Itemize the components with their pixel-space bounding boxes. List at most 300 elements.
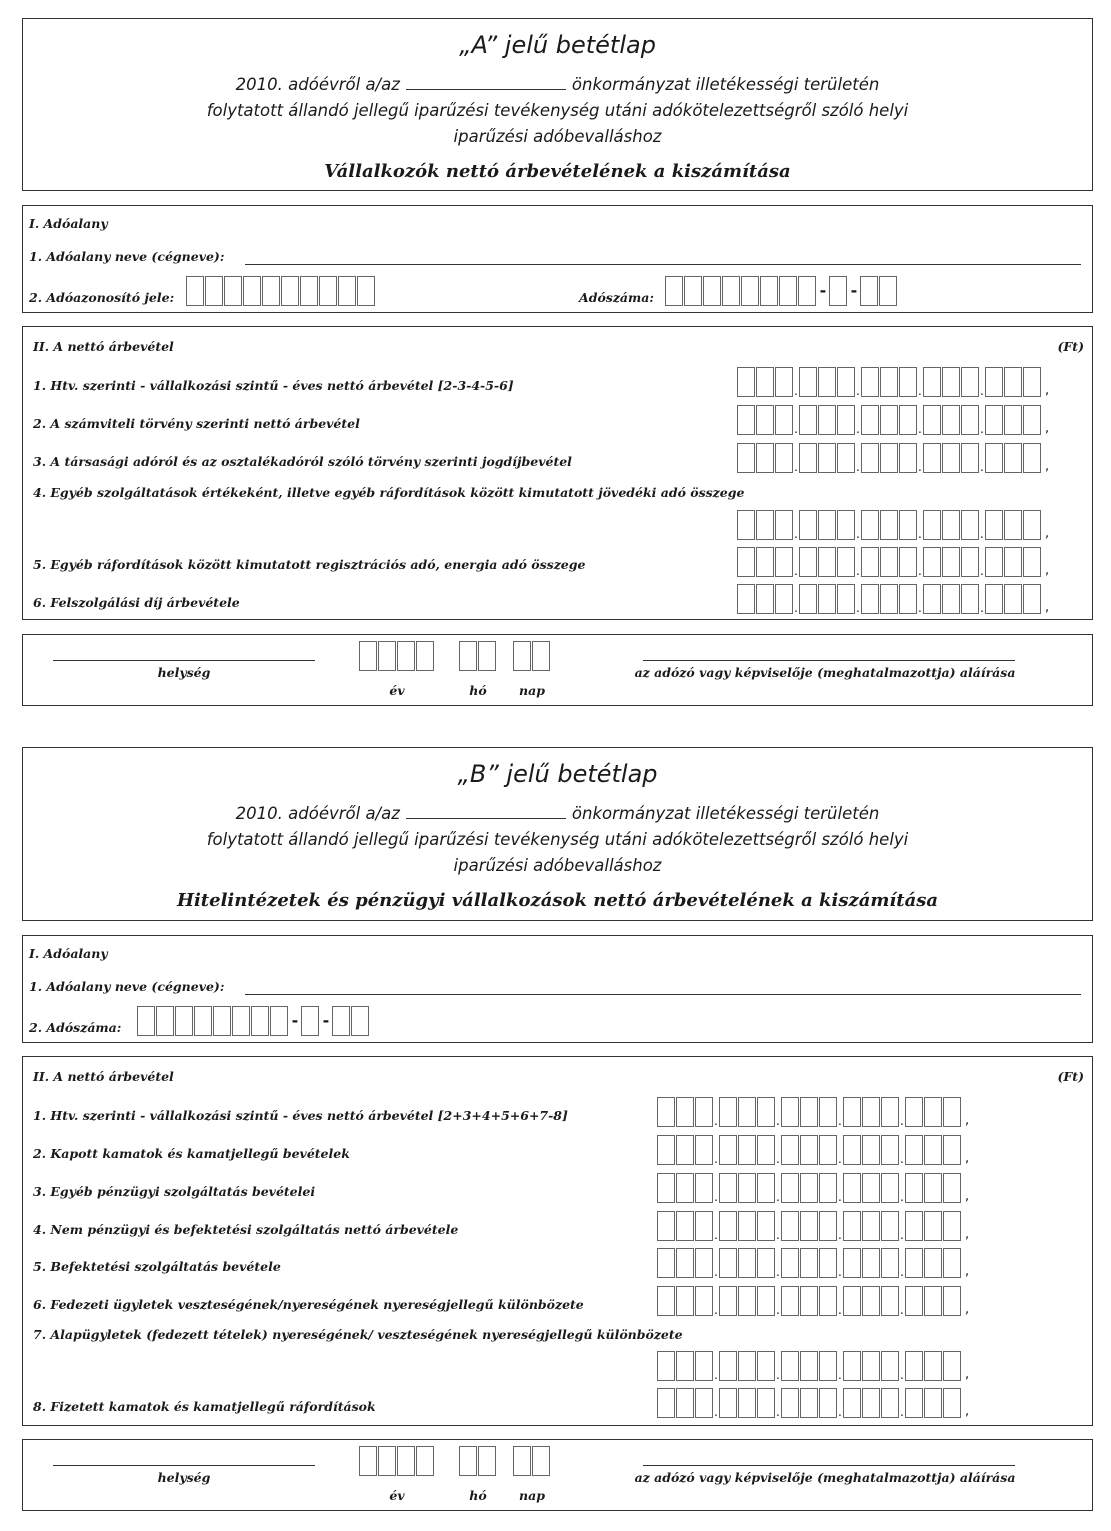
digit-cell[interactable] [924, 1211, 942, 1241]
digit-cell[interactable] [719, 1388, 737, 1418]
digit-cell[interactable] [843, 1248, 861, 1278]
municipality-field[interactable] [406, 804, 566, 819]
revenue-row-label: 2. A számviteli törvény szerinti nettó árbevétel [33, 416, 360, 431]
digit-cell[interactable] [737, 584, 755, 614]
digit-cell[interactable] [799, 405, 817, 435]
revenue-row-amount[interactable] [737, 367, 1052, 397]
digit-cell[interactable] [738, 1248, 756, 1278]
digit-cell[interactable] [923, 510, 941, 540]
digit-cell[interactable] [775, 367, 793, 397]
day-cells[interactable] [513, 641, 551, 671]
digit-cell[interactable] [781, 1211, 799, 1241]
signature-field[interactable] [643, 1465, 1015, 1466]
thousands-separator [838, 1097, 843, 1127]
digit-cell[interactable] [985, 584, 1003, 614]
thousands-separator [714, 1173, 719, 1203]
digit-cell[interactable] [676, 1286, 694, 1316]
thousands-separator [900, 1388, 905, 1418]
place-field[interactable] [53, 660, 315, 661]
digit-cell[interactable] [905, 1173, 923, 1203]
digit-cell[interactable] [657, 1388, 675, 1418]
digit-cell[interactable] [676, 1351, 694, 1381]
digit-cell[interactable] [881, 1211, 899, 1241]
digit-cell[interactable] [923, 547, 941, 577]
form-a-line1-pre: 2010. adóévről a/az [235, 75, 400, 94]
digit-cell[interactable] [799, 547, 817, 577]
revenue-row-label: 3. A társasági adóról és az osztalékadóról szóló törvény szerinti jogdíjbevétel [33, 454, 572, 469]
month-cells[interactable] [459, 1446, 497, 1476]
digit-cell[interactable] [880, 443, 898, 473]
digit-cell[interactable] [676, 1135, 694, 1165]
year-label: év [389, 1488, 405, 1503]
digit-cell[interactable] [738, 1135, 756, 1165]
digit-cell[interactable] [924, 1173, 942, 1203]
digit-cell[interactable] [961, 547, 979, 577]
digit-cell[interactable] [819, 1135, 837, 1165]
thousands-separator [838, 1248, 843, 1278]
digit-cell[interactable] [719, 1173, 737, 1203]
thousands-separator [776, 1248, 781, 1278]
form-a-line3: iparűzési adóbevalláshoz [453, 127, 662, 146]
digit-cell[interactable] [757, 1286, 775, 1316]
digit-cell[interactable] [899, 405, 917, 435]
digit-cell[interactable] [756, 584, 774, 614]
digit-cell[interactable] [837, 510, 855, 540]
thousands-separator [776, 1173, 781, 1203]
digit-cell[interactable] [880, 584, 898, 614]
digit-cell[interactable] [862, 1211, 880, 1241]
digit-cell[interactable] [757, 1248, 775, 1278]
decimal-separator [962, 1351, 972, 1381]
revenue-row-label: 5. Befektetési szolgáltatás bevétele [33, 1259, 281, 1274]
digit-cell[interactable] [837, 367, 855, 397]
form-b-title: „B” jelű betétlap [457, 760, 658, 788]
digit-cell[interactable] [1023, 510, 1041, 540]
signature-label: az adózó vagy képviselője (meghatalmazottja) aláírása [634, 665, 1016, 680]
digit-cell[interactable] [657, 1097, 675, 1127]
taxnum-label: Adószáma: [579, 290, 654, 305]
digit-cell[interactable] [862, 1248, 880, 1278]
name-label: 1. Adóalany neve (cégneve): [29, 979, 225, 994]
digit-cell[interactable] [800, 1211, 818, 1241]
place-field[interactable] [53, 1465, 315, 1466]
unit-label: (Ft) [1057, 339, 1084, 354]
digit-cell[interactable] [942, 443, 960, 473]
digit-cell[interactable] [881, 1388, 899, 1418]
digit-cell[interactable] [695, 1211, 713, 1241]
digit-cell[interactable] [923, 367, 941, 397]
digit-cell[interactable] [737, 443, 755, 473]
digit-cell[interactable] [818, 443, 836, 473]
digit-cell[interactable] [862, 1135, 880, 1165]
digit-cell[interactable] [923, 405, 941, 435]
digit-cell[interactable] [985, 405, 1003, 435]
digit-cell[interactable] [862, 1388, 880, 1418]
digit-cell[interactable] [905, 1388, 923, 1418]
digit-cell[interactable] [818, 405, 836, 435]
digit-cell[interactable] [899, 367, 917, 397]
year-cells[interactable] [359, 1446, 435, 1476]
digit-cell[interactable] [837, 584, 855, 614]
digit-cell[interactable] [657, 1211, 675, 1241]
revenue-row-amount[interactable] [657, 1097, 972, 1127]
thousands-separator [794, 443, 799, 473]
digit-cell[interactable] [1004, 443, 1022, 473]
digit-cell[interactable] [757, 1097, 775, 1127]
digit-cell[interactable] [775, 443, 793, 473]
digit-cell[interactable] [943, 1173, 961, 1203]
digit-cell[interactable] [862, 1173, 880, 1203]
municipality-field[interactable] [406, 75, 566, 90]
digit-cell[interactable] [837, 405, 855, 435]
thousands-separator [980, 584, 985, 614]
place-label: helység [157, 665, 211, 680]
digit-cell[interactable] [819, 1248, 837, 1278]
digit-cell[interactable] [737, 547, 755, 577]
digit-cell[interactable] [942, 510, 960, 540]
digit-cell[interactable] [985, 367, 1003, 397]
digit-cell[interactable] [657, 1248, 675, 1278]
digit-cell[interactable] [1004, 510, 1022, 540]
digit-cell[interactable] [738, 1286, 756, 1316]
digit-cell[interactable] [943, 1135, 961, 1165]
digit-cell[interactable] [800, 1388, 818, 1418]
digit-cell[interactable] [1004, 405, 1022, 435]
revenue-row-amount[interactable] [737, 443, 1052, 473]
digit-cell[interactable] [843, 1135, 861, 1165]
digit-cell[interactable] [757, 1135, 775, 1165]
digit-cell[interactable] [943, 1286, 961, 1316]
form-b-header [22, 747, 1093, 921]
thousands-separator [838, 1351, 843, 1381]
digit-cell[interactable] [861, 584, 879, 614]
revenue-row-amount[interactable] [737, 547, 1052, 577]
digit-cell[interactable] [695, 1248, 713, 1278]
digit-cell[interactable] [738, 1097, 756, 1127]
day-label: nap [519, 1488, 545, 1503]
decimal-separator [1042, 367, 1052, 397]
digit-cell[interactable] [985, 443, 1003, 473]
digit-cell[interactable] [719, 1211, 737, 1241]
digit-cell[interactable] [899, 443, 917, 473]
digit-cell[interactable] [719, 1135, 737, 1165]
place-label: helység [157, 1470, 211, 1485]
digit-cell[interactable] [1023, 443, 1041, 473]
digit-cell[interactable] [905, 1097, 923, 1127]
revenue-row-amount[interactable] [657, 1173, 972, 1203]
digit-cell[interactable] [819, 1211, 837, 1241]
digit-cell[interactable] [1023, 405, 1041, 435]
digit-cell[interactable] [881, 1173, 899, 1203]
month-cells[interactable] [459, 641, 497, 671]
form-a-signature-section [22, 634, 1093, 706]
digit-cell[interactable] [756, 405, 774, 435]
digit-cell[interactable] [924, 1097, 942, 1127]
digit-cell[interactable] [657, 1173, 675, 1203]
digit-cell[interactable] [899, 510, 917, 540]
digit-cell[interactable] [781, 1097, 799, 1127]
thousands-separator [714, 1248, 719, 1278]
taxnum-cells[interactable]: - - [137, 1006, 370, 1036]
digit-cell[interactable] [781, 1135, 799, 1165]
digit-cell[interactable] [800, 1351, 818, 1381]
digit-cell[interactable] [861, 443, 879, 473]
decimal-separator [1042, 405, 1052, 435]
digit-cell[interactable] [738, 1173, 756, 1203]
digit-cell[interactable] [905, 1248, 923, 1278]
thousands-separator [918, 405, 923, 435]
digit-cell[interactable] [695, 1135, 713, 1165]
digit-cell[interactable] [775, 405, 793, 435]
digit-cell[interactable] [905, 1135, 923, 1165]
revenue-row-label: 7. Alapügyletek (fedezett tételek) nyereségének/ veszteségének nyereségjellegű különbözete [33, 1327, 683, 1342]
digit-cell[interactable] [1004, 367, 1022, 397]
digit-cell[interactable] [737, 405, 755, 435]
thousands-separator [714, 1135, 719, 1165]
digit-cell[interactable] [657, 1135, 675, 1165]
revenue-row-amount[interactable] [737, 584, 1052, 614]
name-field[interactable] [245, 994, 1081, 995]
digit-cell[interactable] [862, 1097, 880, 1127]
digit-cell[interactable] [961, 510, 979, 540]
digit-cell[interactable] [719, 1248, 737, 1278]
digit-cell[interactable] [819, 1388, 837, 1418]
digit-cell[interactable] [905, 1211, 923, 1241]
digit-cell[interactable] [695, 1173, 713, 1203]
digit-cell[interactable] [843, 1286, 861, 1316]
revenue-row-amount[interactable] [657, 1211, 972, 1241]
thousands-separator [838, 1286, 843, 1316]
digit-cell[interactable] [880, 405, 898, 435]
digit-cell[interactable] [775, 510, 793, 540]
digit-cell[interactable] [719, 1351, 737, 1381]
digit-cell[interactable] [800, 1135, 818, 1165]
thousands-separator [714, 1388, 719, 1418]
digit-cell[interactable] [881, 1351, 899, 1381]
digit-cell[interactable] [781, 1388, 799, 1418]
digit-cell[interactable] [676, 1211, 694, 1241]
digit-cell[interactable] [799, 510, 817, 540]
taxid-cells[interactable] [186, 276, 376, 306]
digit-cell[interactable] [756, 547, 774, 577]
thousands-separator [980, 405, 985, 435]
thousands-separator [856, 443, 861, 473]
signature-label: az adózó vagy képviselője (meghatalmazottja) aláírása [634, 1470, 1016, 1485]
digit-cell[interactable] [943, 1388, 961, 1418]
digit-cell[interactable] [800, 1097, 818, 1127]
digit-cell[interactable] [880, 510, 898, 540]
digit-cell[interactable] [695, 1286, 713, 1316]
decimal-separator [962, 1211, 972, 1241]
digit-cell[interactable] [775, 584, 793, 614]
digit-cell[interactable] [695, 1388, 713, 1418]
digit-cell[interactable] [818, 584, 836, 614]
digit-cell[interactable] [924, 1286, 942, 1316]
digit-cell[interactable] [657, 1286, 675, 1316]
digit-cell[interactable] [905, 1286, 923, 1316]
digit-cell[interactable] [738, 1388, 756, 1418]
form-b-taxpayer-section [22, 935, 1093, 1043]
digit-cell[interactable] [861, 367, 879, 397]
digit-cell[interactable] [881, 1286, 899, 1316]
digit-cell[interactable] [757, 1388, 775, 1418]
digit-cell[interactable] [837, 547, 855, 577]
section-heading: I. Adóalany [29, 946, 108, 961]
digit-cell[interactable] [961, 443, 979, 473]
digit-cell[interactable] [781, 1173, 799, 1203]
digit-cell[interactable] [756, 510, 774, 540]
form-b-revenue-section [22, 1056, 1093, 1426]
digit-cell[interactable] [737, 510, 755, 540]
digit-cell[interactable] [756, 443, 774, 473]
digit-cell[interactable] [843, 1097, 861, 1127]
digit-cell[interactable] [880, 367, 898, 397]
digit-cell[interactable] [781, 1248, 799, 1278]
digit-cell[interactable] [881, 1248, 899, 1278]
digit-cell[interactable] [818, 367, 836, 397]
year-cells[interactable] [359, 641, 435, 671]
thousands-separator [794, 510, 799, 540]
form-a-subtitle: Vállalkozók nettó árbevételének a kiszámítása [324, 161, 791, 182]
digit-cell[interactable] [799, 367, 817, 397]
digit-cell[interactable] [843, 1211, 861, 1241]
digit-cell[interactable] [800, 1248, 818, 1278]
digit-cell[interactable] [775, 547, 793, 577]
digit-cell[interactable] [924, 1388, 942, 1418]
digit-cell[interactable] [756, 367, 774, 397]
digit-cell[interactable] [961, 367, 979, 397]
digit-cell[interactable] [818, 547, 836, 577]
revenue-row-amount[interactable] [657, 1351, 972, 1381]
digit-cell[interactable] [757, 1351, 775, 1381]
digit-cell[interactable] [781, 1286, 799, 1316]
digit-cell[interactable] [861, 405, 879, 435]
digit-cell[interactable] [676, 1248, 694, 1278]
digit-cell[interactable] [862, 1286, 880, 1316]
digit-cell[interactable] [899, 584, 917, 614]
digit-cell[interactable] [924, 1351, 942, 1381]
digit-cell[interactable] [757, 1211, 775, 1241]
digit-cell[interactable] [943, 1097, 961, 1127]
digit-cell[interactable] [799, 584, 817, 614]
digit-cell[interactable] [881, 1135, 899, 1165]
digit-cell[interactable] [695, 1351, 713, 1381]
digit-cell[interactable] [905, 1351, 923, 1381]
digit-cell[interactable] [657, 1351, 675, 1381]
digit-cell[interactable] [1004, 584, 1022, 614]
thousands-separator [918, 584, 923, 614]
digit-cell[interactable] [924, 1135, 942, 1165]
revenue-row-label: 5. Egyéb ráfordítások között kimutatott regisztrációs adó, energia adó összege [33, 557, 586, 572]
day-cells[interactable] [513, 1446, 551, 1476]
digit-cell[interactable] [942, 367, 960, 397]
digit-cell[interactable] [961, 584, 979, 614]
digit-cell[interactable] [676, 1097, 694, 1127]
digit-cell[interactable] [781, 1351, 799, 1381]
digit-cell[interactable] [985, 547, 1003, 577]
year-label: év [389, 683, 405, 698]
taxnum-cells[interactable]: - - [665, 276, 898, 306]
digit-cell[interactable] [819, 1286, 837, 1316]
thousands-separator [714, 1286, 719, 1316]
digit-cell[interactable] [961, 405, 979, 435]
digit-cell[interactable] [676, 1388, 694, 1418]
digit-cell[interactable] [1004, 547, 1022, 577]
revenue-row-label: 4. Nem pénzügyi és befektetési szolgáltatás nettó árbevétele [33, 1222, 459, 1237]
revenue-row-label: 2. Kapott kamatok és kamatjellegű bevételek [33, 1146, 350, 1161]
digit-cell[interactable] [862, 1351, 880, 1381]
digit-cell[interactable] [880, 547, 898, 577]
digit-cell[interactable] [861, 510, 879, 540]
digit-cell[interactable] [800, 1173, 818, 1203]
revenue-row-amount[interactable] [657, 1248, 972, 1278]
digit-cell[interactable] [843, 1173, 861, 1203]
digit-cell[interactable] [881, 1097, 899, 1127]
thousands-separator [900, 1248, 905, 1278]
revenue-row-amount[interactable] [657, 1388, 972, 1418]
digit-cell[interactable] [818, 510, 836, 540]
digit-cell[interactable] [942, 405, 960, 435]
digit-cell[interactable] [943, 1211, 961, 1241]
revenue-row-amount[interactable] [737, 405, 1052, 435]
digit-cell[interactable] [899, 547, 917, 577]
revenue-row-amount[interactable] [737, 510, 1052, 540]
thousands-separator [980, 547, 985, 577]
digit-cell[interactable] [843, 1388, 861, 1418]
digit-cell[interactable] [819, 1173, 837, 1203]
digit-cell[interactable] [819, 1097, 837, 1127]
digit-cell[interactable] [1023, 547, 1041, 577]
digit-cell[interactable] [942, 547, 960, 577]
digit-cell[interactable] [1023, 584, 1041, 614]
digit-cell[interactable] [837, 443, 855, 473]
digit-cell[interactable] [757, 1173, 775, 1203]
form-a-header [22, 18, 1093, 191]
digit-cell[interactable] [924, 1248, 942, 1278]
digit-cell[interactable] [923, 443, 941, 473]
name-field[interactable] [245, 264, 1081, 265]
digit-cell[interactable] [943, 1351, 961, 1381]
digit-cell[interactable] [843, 1351, 861, 1381]
digit-cell[interactable] [923, 584, 941, 614]
form-a-line1 [23, 75, 1092, 94]
signature-field[interactable] [643, 660, 1015, 661]
digit-cell[interactable] [738, 1211, 756, 1241]
thousands-separator [838, 1211, 843, 1241]
form-b-signature-section [22, 1439, 1093, 1511]
digit-cell[interactable] [942, 584, 960, 614]
digit-cell[interactable] [1023, 367, 1041, 397]
digit-cell[interactable] [943, 1248, 961, 1278]
digit-cell[interactable] [799, 443, 817, 473]
digit-cell[interactable] [719, 1286, 737, 1316]
thousands-separator [980, 443, 985, 473]
thousands-separator [918, 510, 923, 540]
digit-cell[interactable] [738, 1351, 756, 1381]
digit-cell[interactable] [819, 1351, 837, 1381]
digit-cell[interactable] [861, 547, 879, 577]
thousands-separator [776, 1211, 781, 1241]
digit-cell[interactable] [695, 1097, 713, 1127]
thousands-separator [980, 510, 985, 540]
digit-cell[interactable] [737, 367, 755, 397]
revenue-row-amount[interactable] [657, 1286, 972, 1316]
digit-cell[interactable] [800, 1286, 818, 1316]
revenue-row-amount[interactable] [657, 1135, 972, 1165]
digit-cell[interactable] [985, 510, 1003, 540]
digit-cell[interactable] [676, 1173, 694, 1203]
digit-cell[interactable] [719, 1097, 737, 1127]
